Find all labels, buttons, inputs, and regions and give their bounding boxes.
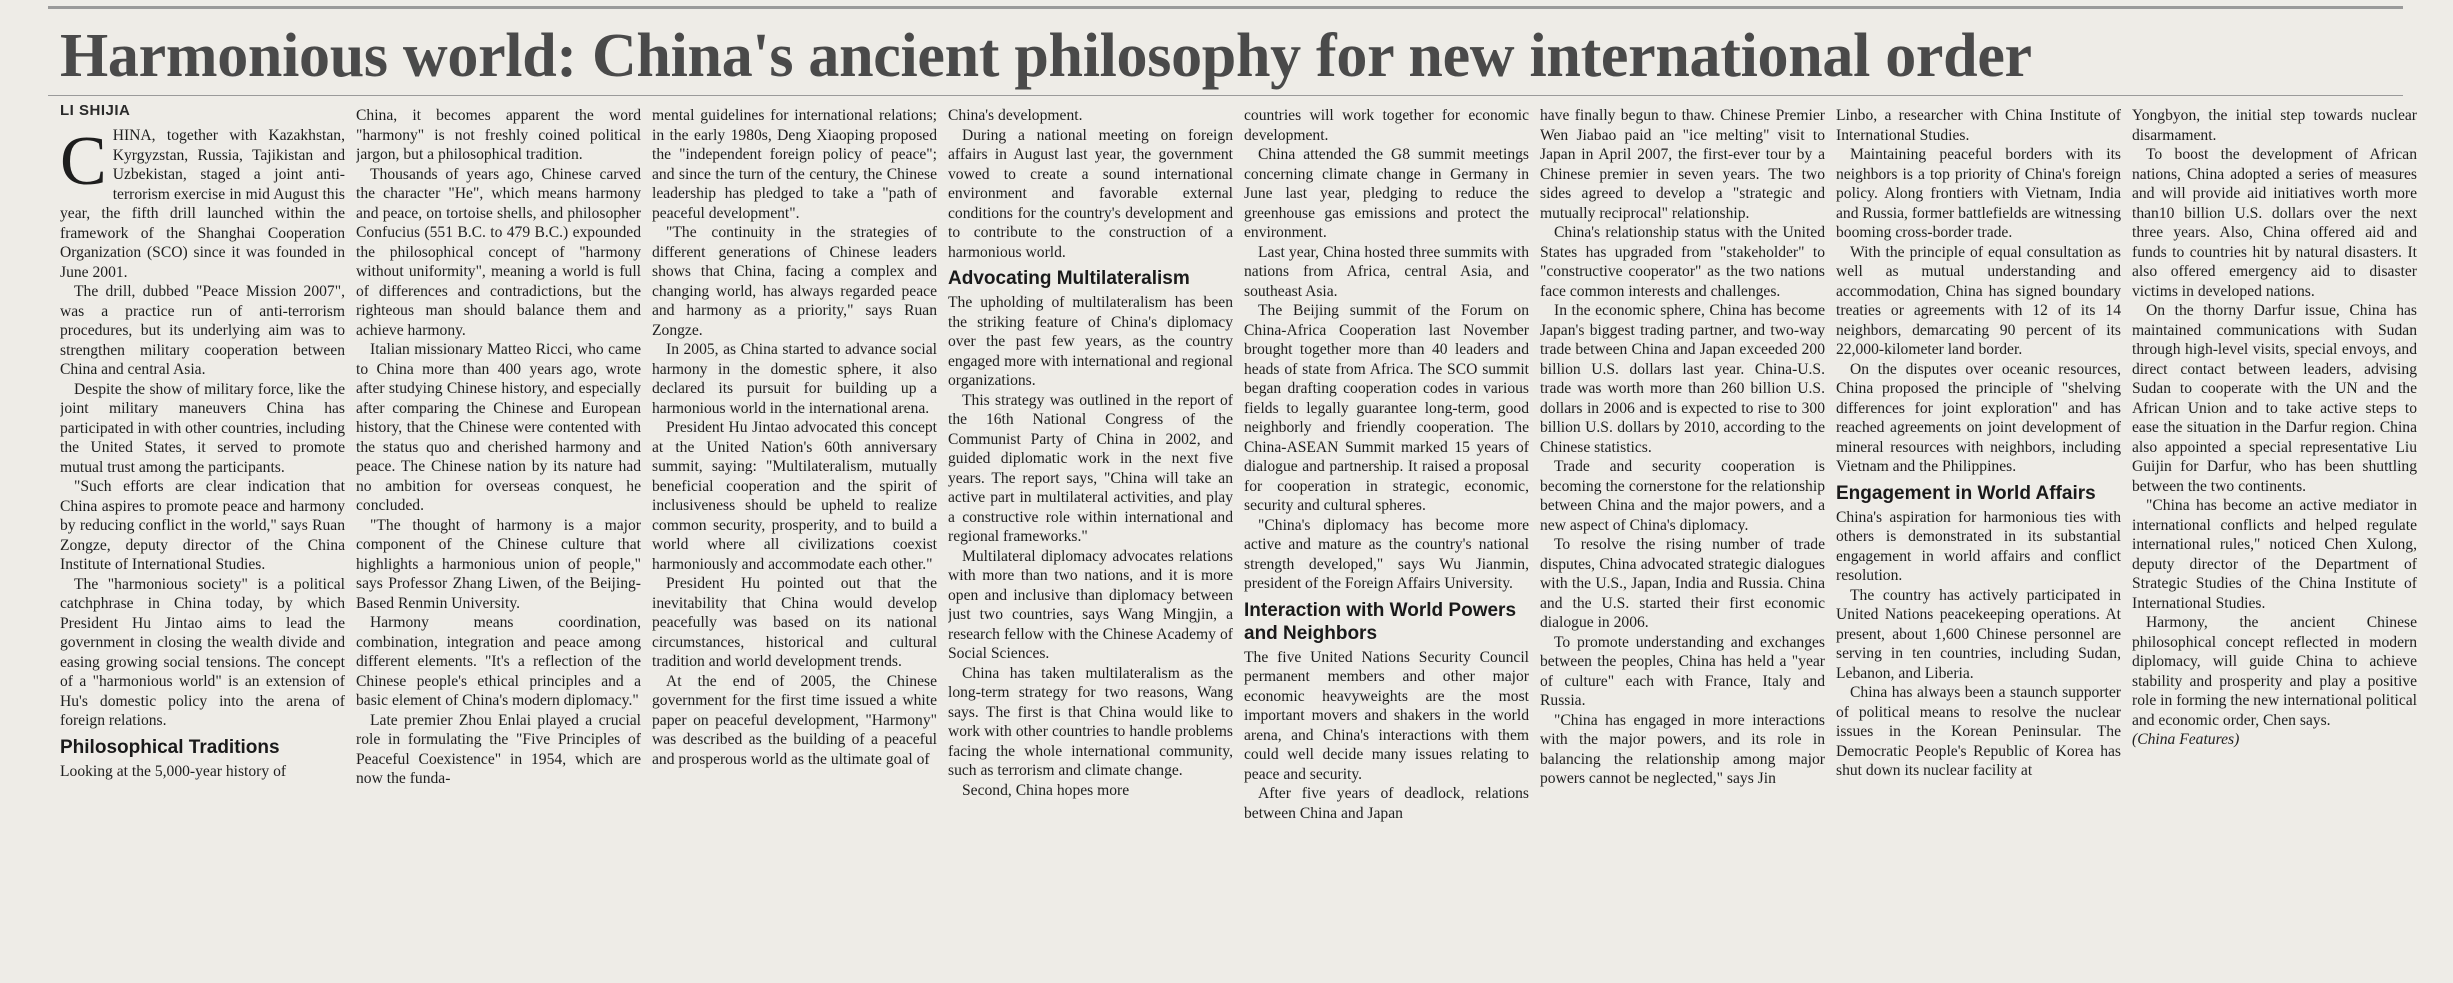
- headline-rule: [48, 95, 2403, 96]
- paragraph: Harmony means coordination, combination, integration and peace among different elements. "It's a reflection of the Chinese people's ethical principles and a basic element of China's modern diplomacy.": [356, 614, 641, 709]
- paragraph: President Hu Jintao advocated this concept at the United Nation's 60th anniversary summit, saying: "Multilateralism, mutually beneficial cooperation and the spirit of inclusiveness should be upheld to realize common security, prosperity, and to build a world where all civilizations coexist harmoniously and accommodate each other.": [652, 419, 937, 573]
- paragraph: Last year, China hosted three summits with nations from Africa, central Asia, and southeast Asia.: [1244, 243, 1529, 300]
- paragraph: Looking at the 5,000-year history of: [60, 762, 287, 780]
- paragraph: "The continuity in the strategies of different generations of Chinese leaders shows that China, facing a complex and changing world, has always regarded peace and harmony as a priority," says Ruan Zongze.: [652, 224, 937, 339]
- paragraph: mental guidelines for international relations; in the early 1980s, Deng Xiaoping proposed the "independent foreign policy of peace"; and since the turn of the century, the Chinese leadership has pledged to take a "path of peaceful development".: [652, 107, 937, 222]
- paragraph: China attended the G8 summit meetings concerning climate change in Germany in June last year, pledging to reduce the greenhouse gas emissions and protect the environment.: [1244, 146, 1529, 241]
- paragraph: "China has become an active mediator in international conflicts and helped regulate international rules," noticed Chen Xulong, deputy director of the Department of Strategic Studies of the China Institute of International Studies.: [2132, 497, 2417, 612]
- paragraph: With the principle of equal consultation as well as mutual understanding and accommodation, China has signed boundary treaties or agreements with 12 of its 14 neighbors, demarcating 90 percent of its 22,000-kilometer land border.: [1836, 243, 2121, 358]
- paragraph: The country has actively participated in United Nations peacekeeping operations. At present, about 1,600 Chinese personnel are serving in ten countries, including Sudan, Lebanon, and Liberia.: [1836, 586, 2121, 682]
- paragraph: have finally begun to thaw. Chinese Premier Wen Jiabao paid an "ice melting" visit to Japan in April 2007, the first-ever tour by a Chinese premier in seven years. The two sides agreed to develop a "strategic and mutually reciprocal" relationship.: [1540, 107, 1825, 222]
- paragraph-text: HINA, together with Kazakhstan, Kyrgyzstan, Russia, Tajikistan and Uzbekistan, staged a joint anti-terrorism exercise in mid August this year, the fifth drill launched within the framework of the Shanghai Cooperation Organization (SCO) since it was founded in June 2001.: [60, 127, 345, 281]
- paragraph: Trade and security cooperation is becoming the cornerstone for the relationship between China and the major powers, and a new aspect of China's diplomacy.: [1540, 458, 1825, 534]
- drop-cap: C: [60, 126, 107, 200]
- column-6: [1540, 106, 1825, 976]
- column-5: [1244, 106, 1529, 976]
- paragraph: Despite the show of military force, like the joint military maneuvers China has participated in with other countries, including the United States, it served to promote mutual trust among the participants.: [60, 380, 345, 476]
- column-1: [60, 126, 345, 976]
- paragraph: Maintaining peaceful borders with its neighbors is a top priority of China's foreign policy. Along frontiers with Vietnam, India and Russia, former battlefields are witnessing booming cross-border trade.: [1836, 146, 2121, 241]
- credit-line: (China Features): [2132, 731, 2240, 748]
- paragraph: The five United Nations Security Council permanent members and other major economic heavyweights are the most important movers and shakers in the world arena, and China's interactions with them could well decide many issues relating to peace and security.: [1244, 648, 1529, 783]
- paragraph: The upholding of multilateralism has been the striking feature of China's diplomacy over the past few years, as the country engaged more with international and regional organizations.: [948, 294, 1233, 389]
- column-7: [1836, 106, 2121, 976]
- paragraph: countries will work together for economic development.: [1244, 107, 1529, 144]
- section-heading: Interaction with World Powers and Neighbors: [1244, 599, 1517, 644]
- paragraph: This strategy was outlined in the report of the 16th National Congress of the Communist Party of China in 2002, and guided diplomatic work in the next five years. The report says, "China will take an active part in multilateral activities, and play a constructive role within international and regional frameworks.": [948, 391, 1233, 545]
- paragraph: "China has engaged in more interactions with the major powers, and its role in balancing the relationship among major powers cannot be neglected," says Jin: [1540, 711, 1825, 787]
- paragraph: In 2005, as China started to advance social harmony in the domestic sphere, it also declared its pursuit for building up a harmonious world in the international arena.: [652, 341, 937, 417]
- paragraph: Late premier Zhou Enlai played a crucial role in formulating the "Five Principles of Peaceful Coexistence" in 1954, which are now the funda-: [356, 711, 641, 787]
- paragraph: During a national meeting on foreign affairs in August last year, the government vowed to create a sound international environment and favorable external conditions for the country's development and to contribute to the construction of a harmonious world.: [948, 126, 1233, 261]
- paragraph: China has taken multilateralism as the long-term strategy for two reasons, Wang says. The first is that China would like to work with other countries to handle problems facing the whole international community, such as terrorism and climate change.: [948, 664, 1233, 779]
- column-4: [948, 106, 1233, 976]
- paragraph: In the economic sphere, China has become Japan's biggest trading partner, and two-way trade between China and Japan exceeded 200 billion U.S. dollars last year. China-U.S. trade was worth more than 260 billion U.S. dollars in 2006 and is expected to rise to 300 billion U.S. dollars by 2010, according to the Chinese statistics.: [1540, 302, 1825, 456]
- column-2: [356, 106, 641, 976]
- paragraph: China's aspiration for harmonious ties with others is demonstrated in its substantial engagement in world affairs and conflict resolution.: [1836, 508, 2121, 584]
- paragraph: To boost the development of African nations, China adopted a series of measures and will provide aid initiatives worth more than10 billion U.S. dollars over the next three years. Also, China offered aid and funds to countries hit by natural disasters. It also offered emergency aid to disaster victims in developed nations.: [2132, 146, 2417, 300]
- column-3: [652, 106, 937, 976]
- paragraph: Thousands of years ago, Chinese carved the character "He", which means harmony and peace, on tortoise shells, and philosopher Confucius (551 B.C. to 479 B.C.) expounded the philosophical concept of "harmony without uniformity", meaning a world is full of differences and contradictions, but the righteous man should balance them and achieve harmony.: [356, 165, 641, 339]
- paragraph: The Beijing summit of the Forum on China-Africa Cooperation last November brought together more than 40 leaders and heads of state from Africa. The SCO summit began drafting cooperation codes in various fields to legally guarantee long-term, good neighborly and friendly cooperation. The China-ASEAN Summit marked 15 years of dialogue and partnership. It raised a proposal for cooperation in strategic, economic, security and cultural spheres.: [1244, 302, 1529, 514]
- top-rule: [48, 6, 2403, 9]
- section-heading: Philosophical Traditions: [60, 736, 280, 758]
- column-8: [2132, 106, 2417, 976]
- paragraph: "Such efforts are clear indication that China aspires to promote peace and harmony by reducing conflict in the world," says Ruan Zongze, deputy director of the China Institute of International Studies.: [60, 478, 345, 573]
- paragraph: Multilateral diplomacy advocates relations with more than two nations, and it is more open and inclusive than diplomacy between just two countries, says Wang Mingjin, a research fellow with the Chinese Academy of Social Sciences.: [948, 547, 1233, 662]
- paragraph: President Hu pointed out that the inevitability that China would develop peacefully was based on its national circumstances, historical and cultural tradition and world development trends.: [652, 575, 937, 670]
- paragraph: "The thought of harmony is a major component of the Chinese culture that highlights a harmonious union of people," says Professor Zhang Liwen, of the Beijing-Based Renmin University.: [356, 516, 641, 612]
- paragraph: China's relationship status with the United States has upgraded from "stakeholder" to "constructive cooperator" as the two nations face common interests and challenges.: [1540, 224, 1825, 300]
- paragraph: On the thorny Darfur issue, China has maintained communications with Sudan through high-level visits, special envoys, and direct contact between leaders, advising Sudan to cooperate with the UN and the African Union and to take active steps to ease the situation in the Darfur region. China also appointed a special representative Liu Guijin for Darfur, who has been shuttling between the two continents.: [2132, 302, 2417, 495]
- paragraph: China's development.: [948, 107, 1083, 124]
- paragraph: The drill, dubbed "Peace Mission 2007", was a practice run of anti-terrorism procedures, but its underlying aim was to strengthen military cooperation between China and central Asia.: [60, 283, 345, 378]
- byline: LI SHIJIA: [60, 102, 131, 119]
- headline: Harmonious world: China's ancient philosophy for new international order: [60, 22, 2032, 90]
- paragraph: Harmony, the ancient Chinese philosophical concept reflected in modern diplomacy, will guide China to achieve stability and prosperity and play a positive role in forming the new international political and economic order, Chen says.: [2132, 614, 2417, 729]
- paragraph: Italian missionary Matteo Ricci, who came to China more than 400 years ago, wrote after studying Chinese history, and especially after comparing the Chinese and European history, that the Chinese were contented with the status quo and cherished harmony and peace. The Chinese nation by its nature had no ambition for overseas conquest, he concluded.: [356, 341, 641, 514]
- paragraph: On the disputes over oceanic resources, China proposed the principle of "shelving differences for joint exploration" and has reached agreements on joint development of mineral resources with neighbors, including Vietnam and the Philippines.: [1836, 360, 2121, 475]
- section-heading: Advocating Multilateralism: [948, 268, 1190, 289]
- paragraph: China, it becomes apparent the word "harmony" is not freshly coined political jargon, but a philosophical tradition.: [356, 107, 641, 163]
- paragraph: At the end of 2005, the Chinese government for the first time issued a white paper on peaceful development, "Harmony" was described as the building of a peaceful and prosperous world as the ultimate goal of: [652, 672, 937, 768]
- paragraph: Yongbyon, the initial step towards nuclear disarmament.: [2132, 107, 2417, 144]
- paragraph: "China's diplomacy has become more active and mature as the country's national strength developed," says Wu Jianmin, president of the Foreign Affairs University.: [1244, 516, 1529, 592]
- paragraph: Linbo, a researcher with China Institute of International Studies.: [1836, 107, 2121, 144]
- paragraph: To resolve the rising number of trade disputes, China advocated strategic dialogues with the U.S., Japan, India and Russia. China and the U.S. started their first economic dialogue in 2006.: [1540, 536, 1825, 631]
- paragraph: Second, China hopes more: [962, 781, 1130, 799]
- paragraph: The "harmonious society" is a political catchphrase in China today, by which President Hu Jintao aims to lead the government in closing the wealth divide and easing growing social tensions. The concept of a "harmonious world" is an extension of Hu's domestic policy into the arena of foreign relations.: [60, 575, 345, 729]
- paragraph: [60, 126, 345, 282]
- section-heading: Engagement in World Affairs: [1836, 482, 2096, 504]
- paragraph: To promote understanding and exchanges between the peoples, China has held a "year of culture" each with France, Italy and Russia.: [1540, 633, 1825, 709]
- paragraph: After five years of deadlock, relations between China and Japan: [1244, 785, 1529, 822]
- paragraph: China has always been a staunch supporter of political means to resolve the nuclear issues in the Korean Peninsular. The Democratic People's Republic of Korea has shut down its nuclear facility at: [1836, 684, 2121, 779]
